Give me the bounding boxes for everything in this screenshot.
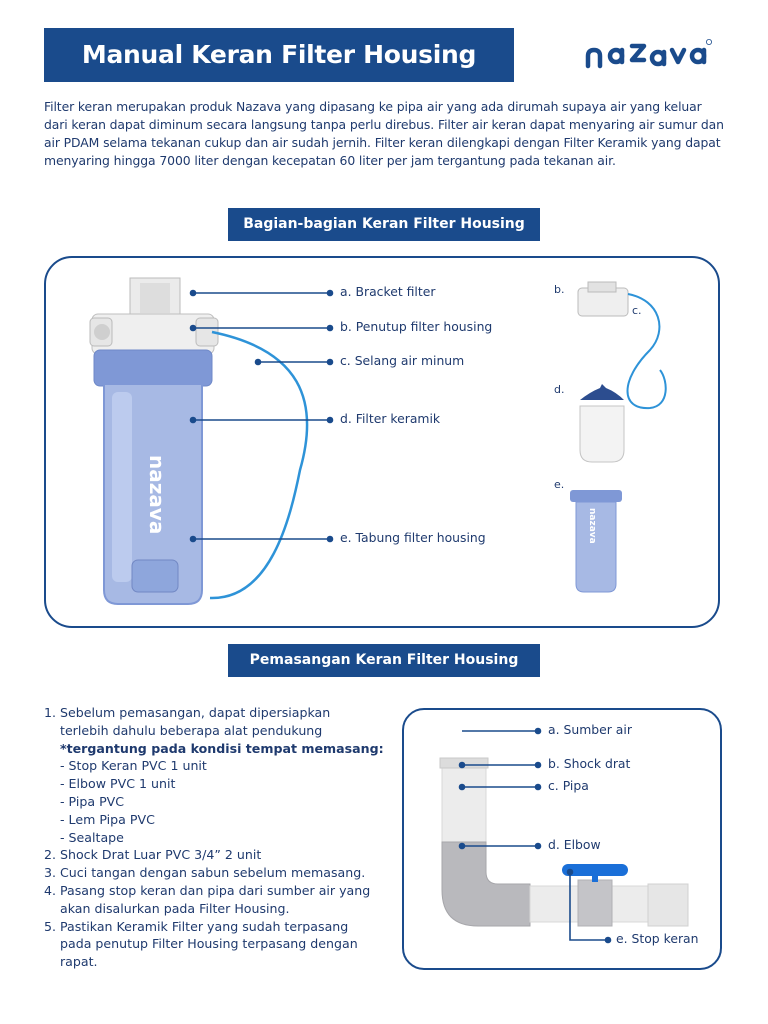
elbow-illustration — [442, 842, 530, 926]
list-item: - Elbow PVC 1 unit — [60, 776, 176, 792]
page-title: Manual Keran Filter Housing — [44, 28, 514, 82]
install-section-title: Pemasangan Keran Filter Housing — [228, 644, 540, 677]
stop-keran-body-illustration — [578, 880, 612, 926]
label-shock-drat: b. Shock drat — [548, 756, 631, 771]
small-label-b: b. — [554, 283, 565, 296]
label-filter-keramik: d. Filter keramik — [340, 411, 441, 426]
label-selang-air: c. Selang air minum — [340, 353, 465, 368]
small-label-d: d. — [554, 383, 565, 396]
label-sumber-air: a. Sumber air — [548, 722, 632, 737]
label-stop-keran: e. Stop keran — [616, 931, 699, 946]
pipe-vertical-illustration — [442, 760, 486, 842]
label-elbow: d. Elbow — [548, 837, 601, 852]
step-3: 3. Cuci tangan dengan sabun sebelum memasang. — [44, 865, 366, 881]
svg-text:nazava: nazava — [587, 508, 597, 544]
small-label-c: c. — [632, 304, 642, 317]
label-pipa: c. Pipa — [548, 778, 589, 793]
parts-section-title: Bagian-bagian Keran Filter Housing — [228, 208, 540, 241]
step-4: 4. Pasang stop keran dan pipa dari sumber air yang — [44, 882, 371, 898]
list-item: - Sealtape — [60, 829, 124, 845]
label-bracket-filter: a. Bracket filter — [340, 284, 436, 299]
label-penutup-filter: b. Penutup filter housing — [340, 319, 493, 334]
list-item: - Stop Keran PVC 1 unit — [60, 758, 207, 774]
install-steps: 1. Sebelum pemasangan, dapat dipersiapkan terlebih dahulu beberapa alat pendukung *tergantung pada kondisi tempat memasang: - Stop Keran PVC 1 unit - Elbow PVC 1 unit - Pipa PVC - Lem Pipa PVC - Sealtape 2. Shock Drat Luar PVC 3/4” 2 unit 3. Cuci tangan dengan sabun sebelum memasang. 4. Pasang stop keran dan pipa dari sumber air yang akan disalurkan pada Filter Housing. 5. Pastikan Keramik Filter yang sudah terpasang pada penutup Filter Housing terpasang dengan rapat. — [44, 704, 394, 971]
small-label-e: e. — [554, 478, 565, 491]
label-tabung-filter: e. Tabung filter housing — [340, 530, 486, 545]
step-5: 5. Pastikan Keramik Filter yang sudah terpasang — [44, 918, 349, 934]
list-item: - Pipa PVC — [60, 793, 125, 809]
step-2: 2. Shock Drat Luar PVC 3/4” 2 unit — [44, 847, 262, 863]
step-1: 1. Sebelum pemasangan, dapat dipersiapkan — [44, 705, 331, 720]
svg-text:nazava: nazava — [145, 455, 169, 535]
intro-paragraph: Filter keran merupakan produk Nazava yang dipasang ke pipa air yang ada dirumah supaya air yang keluar dari keran dapat diminum secara langsung tanpa perlu direbus. Filter air keran dapat menyaring air sumur dan air PDAM selama tekanan cukup dan air sudah jernih. Filter keran dilengkapi dengan Filter Keramik yang dapat menyaring hingga 7000 liter dengan kecepatan 60 liter per jam tergantung pada tekanan air. — [44, 99, 724, 168]
list-item: - Lem Pipa PVC — [60, 811, 155, 827]
